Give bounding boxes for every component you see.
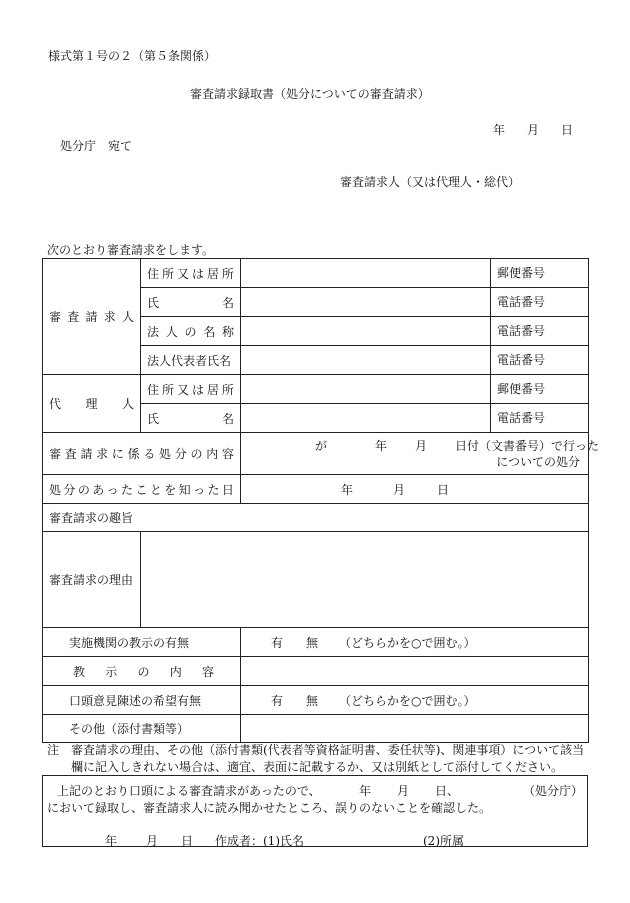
requester-label: 審 査 請 求 人 xyxy=(49,310,134,324)
instruction-content-field[interactable] xyxy=(241,657,589,686)
representative-field[interactable] xyxy=(241,346,491,375)
instruction-yes-option[interactable]: 有 xyxy=(271,636,284,650)
corporate-name-label-cell xyxy=(141,317,241,346)
requester-address-field[interactable] xyxy=(241,259,491,288)
instruction-label: 実施機関の教示の有無 xyxy=(69,635,190,650)
other-label: その他（添付書類等） xyxy=(69,722,190,736)
request-form-table xyxy=(42,258,600,743)
known-date-label: 処 分 の あ っ た こ と を 知 っ た 日 xyxy=(49,482,234,497)
disposition-ga: が xyxy=(315,439,328,453)
other-row xyxy=(43,715,589,743)
agent-label-cell xyxy=(43,375,141,433)
requester-name-label: 氏 名 xyxy=(147,295,234,310)
agent-address-label-cell xyxy=(141,375,241,404)
known-date-day: 日 xyxy=(437,483,450,497)
confirmation-box xyxy=(42,775,588,847)
oral-hearing-no-option[interactable]: 無 xyxy=(306,694,319,708)
instruction-content-label-cell xyxy=(43,657,241,686)
agent-label: 代 理 人 xyxy=(49,397,134,411)
footnote-line1 xyxy=(47,741,584,758)
footnote-mark: 注 xyxy=(47,743,60,757)
footnote-line2: 欄に記入しきれない場合は、適宜、表面に記載するか、又は別紙として添付してください。 xyxy=(71,760,564,774)
known-date-field[interactable] xyxy=(241,475,589,504)
known-date-year: 年 xyxy=(341,483,354,497)
reason-field[interactable] xyxy=(141,532,589,628)
instruction-no-option[interactable]: 無 xyxy=(306,636,319,650)
agent-address-label: 住 所 又 は 居 所 xyxy=(147,382,234,397)
confirmation-day: 日、 xyxy=(435,784,460,798)
disposition-row xyxy=(43,433,589,475)
corporate-phone[interactable]: 電話番号 xyxy=(491,317,589,346)
reason-label: 審査請求の理由 xyxy=(43,532,141,628)
agent-address-field[interactable] xyxy=(241,375,491,404)
disposition-label: 審 査 請 求 に 係 る 処 分 の 内 容 xyxy=(49,447,234,461)
disposition-year: 年 xyxy=(375,439,388,453)
other-label-cell xyxy=(43,715,241,743)
requester-address-label-cell xyxy=(141,259,241,288)
corporate-name-field[interactable] xyxy=(241,317,491,346)
form-number: 様式第１号の２（第５条関係） xyxy=(48,49,217,63)
agent-phone[interactable]: 電話番号 xyxy=(491,404,589,433)
requester-address-label: 住 所 又 は 居 所 xyxy=(147,266,234,281)
intro-text: 次のとおり審査請求をします。 xyxy=(47,243,215,257)
agent-postal-code[interactable]: 郵便番号 xyxy=(491,375,589,404)
instruction-content-label: 教 示 の 内 容 xyxy=(73,664,214,679)
instruction-label-cell xyxy=(43,628,241,657)
sign-day: 日 xyxy=(181,834,194,848)
agent-name-label: 氏 名 xyxy=(147,411,234,426)
footnote-text-1: 審査請求の理由、その他（添付書類(代表者等資格証明書、委任状等)、関連事項）について該当 xyxy=(71,743,585,757)
oral-hearing-note: （どちらかを○で囲む。） xyxy=(339,694,476,708)
oral-hearing-label-cell xyxy=(43,686,241,715)
requester-address-row xyxy=(43,259,589,288)
disposition-month: 月 xyxy=(415,439,428,453)
affiliation-label: (2)所属 xyxy=(423,834,464,848)
disposition-line2: についての処分 xyxy=(496,455,580,469)
instruction-content-row xyxy=(43,657,589,686)
instruction-note: （どちらかを○で囲む。） xyxy=(339,636,476,650)
sign-month: 月 xyxy=(146,834,159,848)
agent-name-label-cell xyxy=(141,404,241,433)
purpose-label: 審査請求の趣旨 xyxy=(49,511,134,525)
oral-hearing-field[interactable] xyxy=(241,686,589,715)
confirmation-year: 年 xyxy=(359,784,372,798)
representative-phone[interactable]: 電話番号 xyxy=(491,346,589,375)
requester-postal-code[interactable]: 郵便番号 xyxy=(491,259,589,288)
other-field[interactable] xyxy=(241,715,589,743)
sign-year: 年 xyxy=(105,834,118,848)
agent-address-row xyxy=(43,375,589,404)
date-day: 日 xyxy=(561,123,574,137)
corporate-name-label: 法 人 の 名 称 xyxy=(147,324,234,339)
confirmation-month: 月 xyxy=(397,784,410,798)
date-year: 年 xyxy=(493,123,506,137)
instruction-row xyxy=(43,628,589,657)
confirmation-agency: （処分庁） xyxy=(523,784,584,798)
disposition-date-suffix: 日付（文書番号）で行った xyxy=(455,439,600,453)
known-date-month: 月 xyxy=(393,483,406,497)
representative-label: 法人代表者氏名 xyxy=(141,346,241,375)
confirmation-line2: において録取し、審査請求人に読み聞かせたところ、誤りのないことを確認した。 xyxy=(47,801,492,815)
author-name-label: 作成者：(1)氏名 xyxy=(215,834,304,848)
known-date-row xyxy=(43,475,589,504)
page-title: 審査請求録取書（処分についての審査請求） xyxy=(190,87,430,101)
date-month: 月 xyxy=(527,123,540,137)
oral-hearing-row xyxy=(43,686,589,715)
date-line xyxy=(493,121,573,138)
purpose-cell[interactable] xyxy=(43,504,589,532)
oral-hearing-label: 口頭意見陳述の希望有無 xyxy=(69,693,202,708)
reason-row xyxy=(43,532,589,628)
instruction-field[interactable] xyxy=(241,628,589,657)
requester-name-label-cell xyxy=(141,288,241,317)
known-date-label-cell xyxy=(43,475,241,504)
agent-name-field[interactable] xyxy=(241,404,491,433)
disposition-field[interactable] xyxy=(241,433,600,475)
oral-hearing-yes-option[interactable]: 有 xyxy=(271,694,284,708)
disposition-label-cell xyxy=(43,433,241,475)
addressee: 処分庁 宛て xyxy=(60,139,133,153)
purpose-row xyxy=(43,504,589,532)
requester-phone[interactable]: 電話番号 xyxy=(491,288,589,317)
requester-name-field[interactable] xyxy=(241,288,491,317)
confirmation-line1 xyxy=(57,782,321,799)
requester-signature: 審査請求人（又は代理人・総代） xyxy=(340,175,521,189)
requester-label-cell xyxy=(43,259,141,375)
confirmation-text-1: 上記のとおり口頭による審査請求があったので、 xyxy=(57,784,321,798)
